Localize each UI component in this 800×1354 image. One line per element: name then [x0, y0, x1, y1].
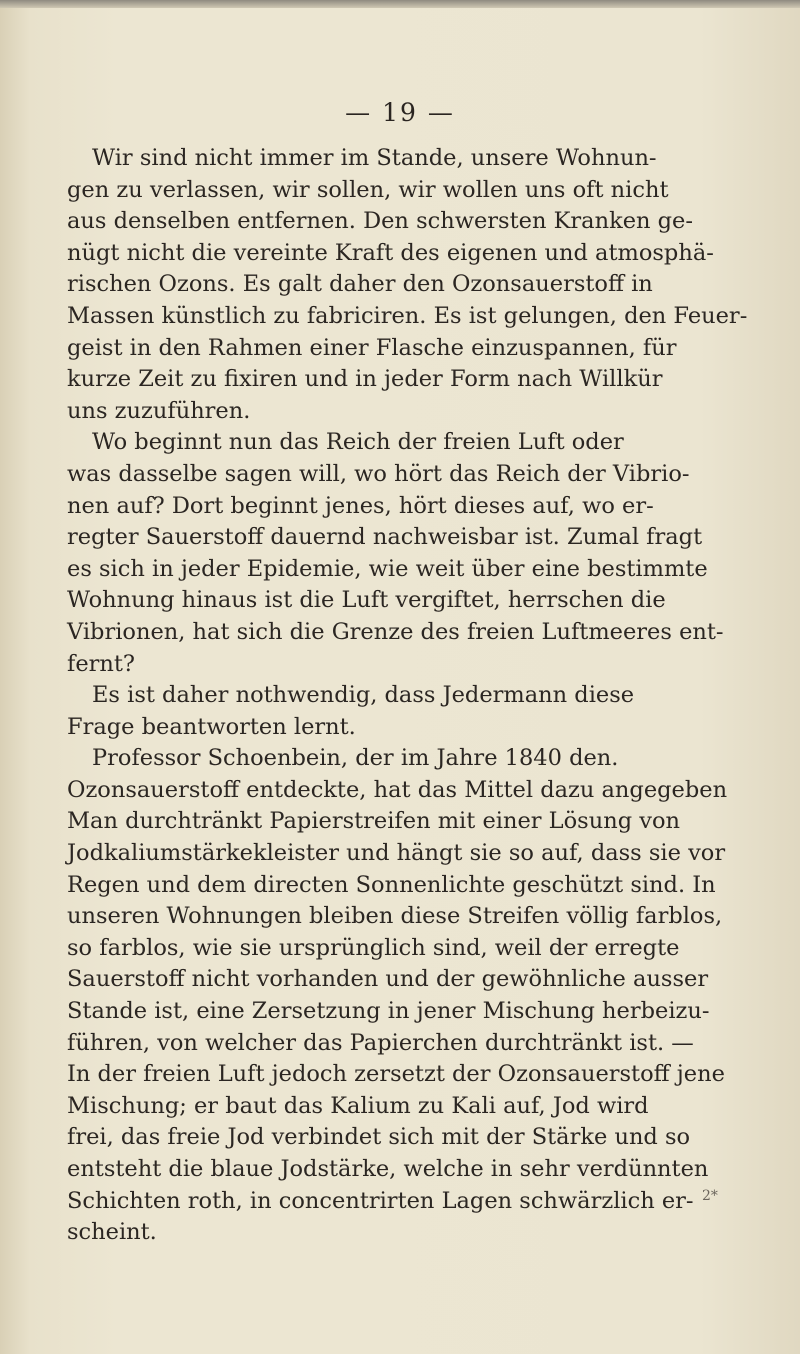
text-line: Sauerstoff nicht vorhanden und der gewöhnliche ausser — [67, 966, 709, 993]
text-line: Frage beantworten lernt. — [67, 713, 356, 740]
text-line: Man durchtränkt Papierstreifen mit einer Lösung von — [67, 808, 680, 835]
text-line: uns zuzuführen. — [67, 397, 251, 424]
text-line: Regen und dem directen Sonnenlichte geschützt sind. In — [67, 871, 716, 898]
text-line: Wo beginnt nun das Reich der freien Luft oder — [92, 429, 624, 456]
text-line: Vibrionen, hat sich die Grenze des freien Luftmeeres ent- — [67, 618, 724, 645]
text-line: Mischung; er baut das Kalium zu Kali auf, Jod wird — [67, 1092, 649, 1119]
text-line: Massen künstlich zu fabriciren. Es ist gelungen, den Feuer- — [67, 302, 748, 329]
text-line: aus denselben entfernen. Den schwersten Kranken ge- — [67, 208, 693, 235]
text-line: Schichten roth, in concentrirten Lagen schwärzlich er- — [67, 1187, 694, 1214]
text-line: Stande ist, eine Zersetzung in jener Mischung herbeizu- — [67, 998, 710, 1025]
text-line: führen, von welcher das Papierchen durchtränkt ist. — — [67, 1029, 694, 1056]
signature-mark: 2* — [702, 1188, 718, 1204]
text-line: unseren Wohnungen bleiben diese Streifen völlig farblos, — [67, 903, 723, 930]
text-line: Wir sind nicht immer im Stande, unsere Wohnun- — [92, 145, 657, 171]
text-line: entsteht die blaue Jodstärke, welche in sehr verdünnten — [67, 1156, 709, 1182]
page-number: — 19 — — [345, 98, 455, 127]
text-line: es sich in jeder Epidemie, wie weit über eine bestimmte — [67, 555, 708, 582]
text-line: gen zu verlassen, wir sollen, wir wollen uns oft nicht — [67, 176, 669, 203]
text-line: nen auf? Dort beginnt jenes, hört dieses auf, wo er- — [67, 492, 654, 519]
text-line: Jodkaliumstärkekleister und hängt sie so auf, dass sie vor — [67, 840, 726, 867]
text-line: Wohnung hinaus ist die Luft vergiftet, herrschen die — [67, 587, 666, 614]
text-line: geist in den Rahmen einer Flasche einzuspannen, für — [67, 334, 677, 361]
text-line: kurze Zeit zu fixiren und in jeder Form nach Willkür — [67, 366, 663, 393]
text-line: Es ist daher nothwendig, dass Jedermann diese — [92, 682, 635, 709]
text-line: rischen Ozons. Es galt daher den Ozonsauerstoff in — [67, 271, 653, 298]
text-line: nügt nicht die vereinte Kraft des eigenen und atmosphä- — [67, 239, 714, 266]
top-edge-shadow — [0, 0, 800, 8]
text-line: was dasselbe sagen will, wo hört das Reich der Vibrio- — [67, 460, 690, 487]
text-line: Professor Schoenbein, der im Jahre 1840 den. — [92, 745, 619, 772]
text-line: fernt? — [67, 650, 135, 677]
text-line: Ozonsauerstoff entdeckte, hat das Mittel dazu angegeben — [67, 776, 728, 803]
text-line: frei, das freie Jod verbindet sich mit der Stärke und so — [67, 1124, 691, 1151]
text-line: regter Sauerstoff dauernd nachweisbar ist. Zumal fragt — [67, 524, 703, 551]
body-text — [67, 143, 798, 1249]
text-line: scheint. — [67, 1219, 157, 1246]
text-line: In der freien Luft jedoch zersetzt der Ozonsauerstoff jene — [67, 1061, 725, 1088]
text-line: so farblos, wie sie ursprünglich sind, weil der erregte — [67, 934, 680, 961]
